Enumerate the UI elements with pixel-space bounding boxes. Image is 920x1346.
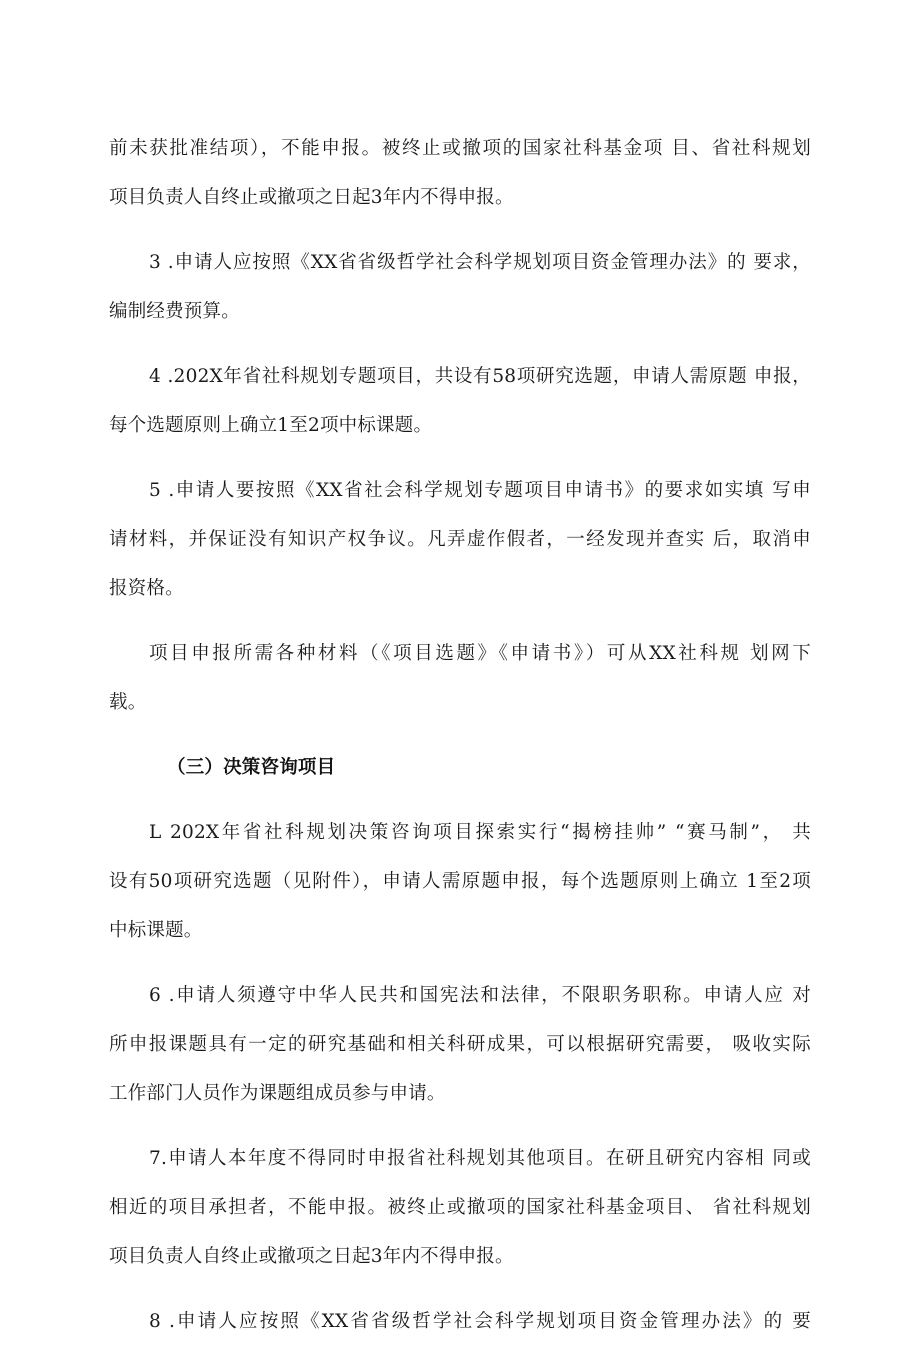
item-7-line: 项目负责人自终止或撤项之日起3年内不得申报。 xyxy=(109,1246,514,1267)
item-1-line: 中标课题。 xyxy=(109,920,203,941)
item-6-line: 所申报课题具有一定的研究基础和相关科研成果，可以根据研究需要， 吸收实际 xyxy=(109,1034,811,1055)
item-5-line: 报资格。 xyxy=(109,578,184,599)
item-4-line: 4 .202X年省社科规划专题项目，共设有58项研究选题，申请人需原题 申报， xyxy=(149,366,811,387)
section-heading: （三）决策咨询项目 xyxy=(167,757,336,778)
item-7-line: 7.申请人本年度不得同时申报省社科规划其他项目。在研且研究内容相 同或 xyxy=(149,1148,811,1169)
item-7-line: 相近的项目承担者，不能申报。被终止或撤项的国家社科基金项目、 省社科规划 xyxy=(109,1197,811,1218)
item-8-line: 8 .申请人应按照《XX省省级哲学社会科学规划项目资金管理办法》的 要 xyxy=(149,1311,811,1332)
item-5-line: 请材料，并保证没有知识产权争议。凡弄虚作假者，一经发现并查实 后，取消申 xyxy=(109,529,811,550)
paragraph-line: 项目负责人自终止或撤项之日起3年内不得申报。 xyxy=(109,187,514,208)
materials-line: 项目申报所需各种材料（《项目选题》《申请书》）可从XX社科规 划网下 xyxy=(149,643,811,664)
item-1-line: L 202X年省社科规划决策咨询项目探索实行“揭榜挂帅” “赛马制”， 共 xyxy=(149,822,811,843)
item-4-line: 每个选题原则上确立1至2项中标课题。 xyxy=(109,415,433,436)
materials-line: 载。 xyxy=(109,692,147,713)
item-3-line: 3 .申请人应按照《XX省省级哲学社会科学规划项目资金管理办法》的 要求， xyxy=(149,252,811,273)
item-6-line: 工作部门人员作为课题组成员参与申请。 xyxy=(109,1083,446,1104)
item-6-line: 6 .申请人须遵守中华人民共和国宪法和法律，不限职务职称。申请人应 对 xyxy=(149,985,811,1006)
item-1-line: 设有50项研究选题（见附件），申请人需原题申报，每个选题原则上确立 1至2项 xyxy=(109,871,811,892)
paragraph-line: 前未获批准结项），不能申报。被终止或撤项的国家社科基金项 目、省社科规划 xyxy=(109,138,811,159)
item-3-line: 编制经费预算。 xyxy=(109,301,240,322)
document-body xyxy=(109,124,811,1346)
item-5-line: 5 .申请人要按照《XX省社会科学规划专题项目申请书》的要求如实填 写申 xyxy=(149,480,811,501)
